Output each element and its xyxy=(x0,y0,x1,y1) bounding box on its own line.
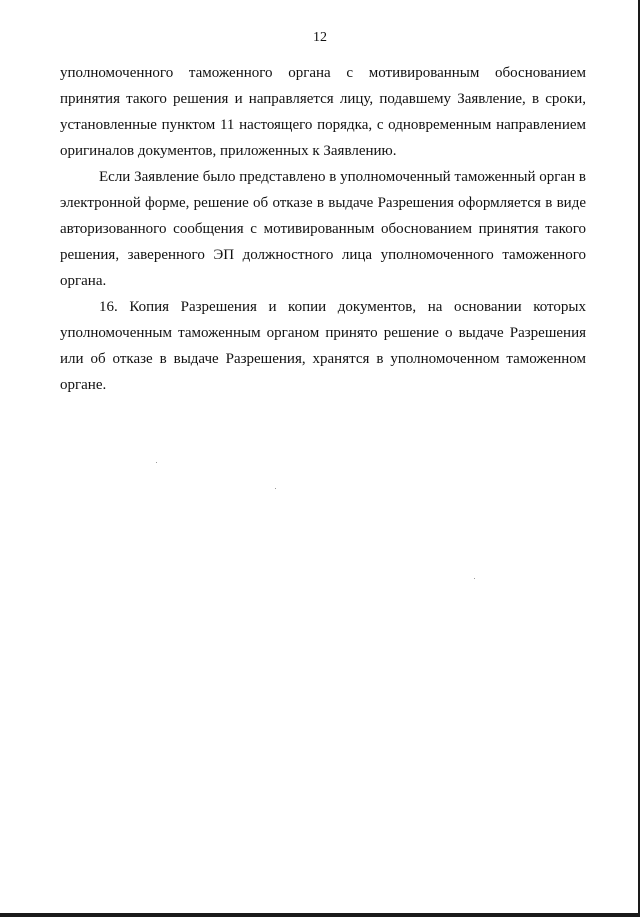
document-body xyxy=(60,60,586,398)
paragraph-item-16: 16. Копия Разрешения и копии документов, на основании которых уполномоченным таможенным органом принято решение о выдаче Разрешения или об отказе в выдаче Разрешения, хранятся в уполномоченном таможенном органе. xyxy=(60,299,586,393)
scan-speck xyxy=(474,578,475,579)
page-number: 12 xyxy=(313,30,327,45)
paragraph-electronic-form: Если Заявление было представлено в уполномоченный таможенный орган в электронной форме, решение об отказе в выдаче Разрешения оформляется в виде авторизованного сообщения с мотивированным обоснованием принятия такого решения, заверенного ЭП должностного лица уполномоченного таможенного органа. xyxy=(60,169,586,289)
paragraph-continuation: уполномоченного таможенного органа с мотивированным обоснованием принятия такого решения и направляется лицу, подавшему Заявление, в сроки, установленные пунктом 11 настоящего порядка, с одновременным направлением оригиналов документов, приложенных к Заявлению. xyxy=(60,65,586,159)
scan-speck xyxy=(156,462,157,463)
scan-speck xyxy=(275,488,276,489)
